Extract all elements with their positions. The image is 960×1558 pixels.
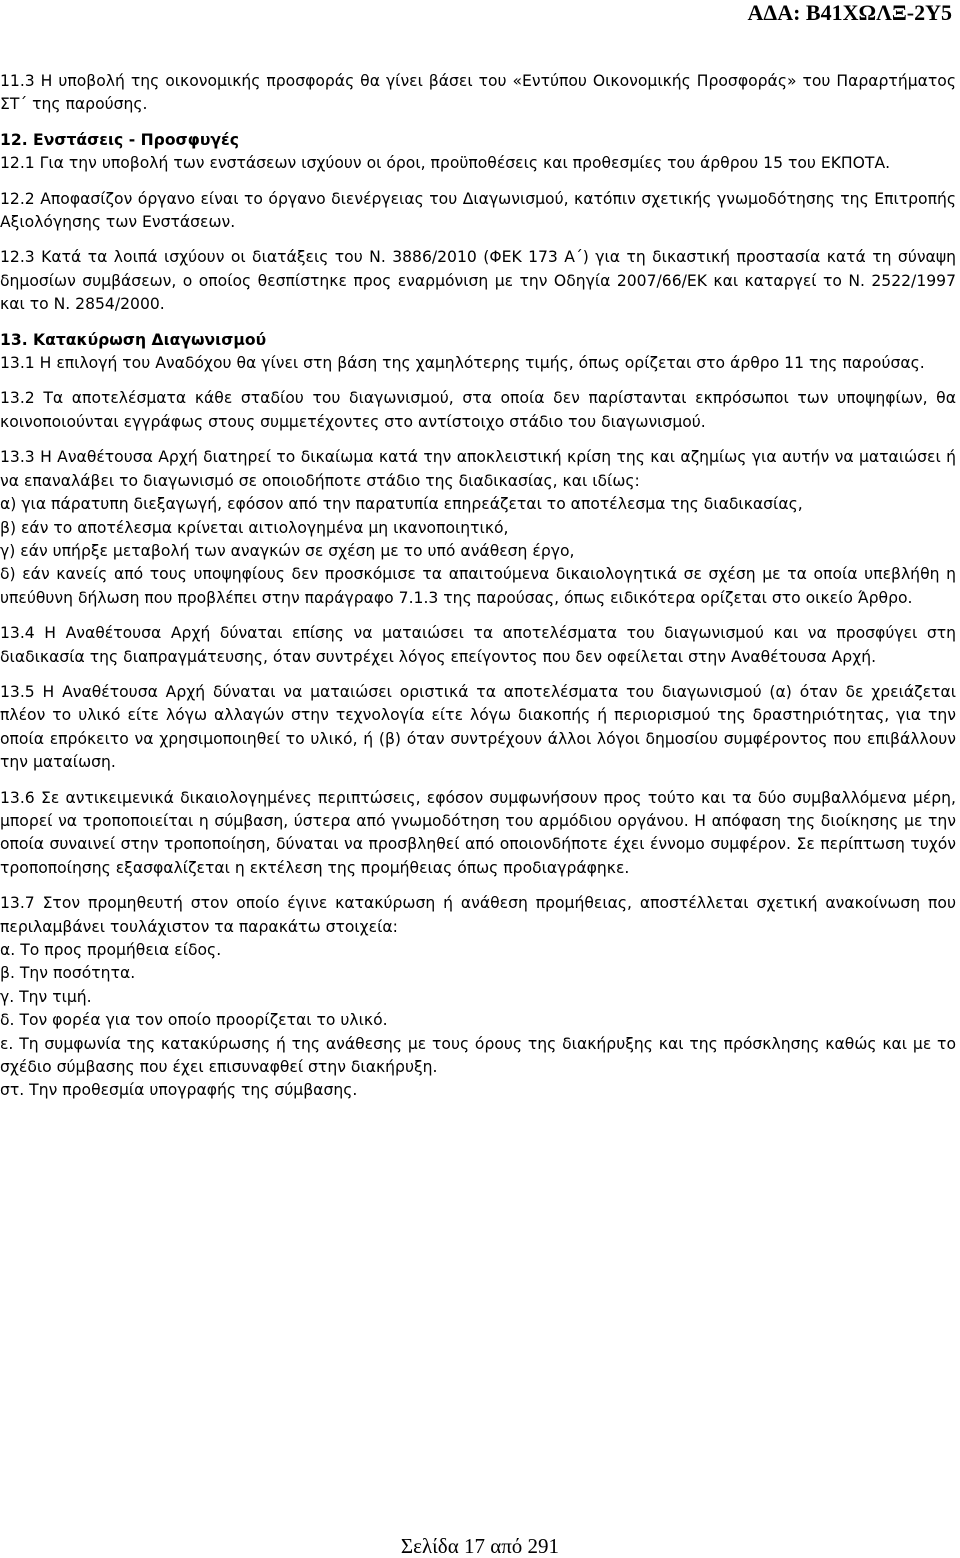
paragraph-12-1: 12.1 Για την υποβολή των ενστάσεων ισχύουν οι όροι, προϋποθέσεις και προθεσμίες του άρθρου 15 του ΕΚΠΟΤΑ. [0,154,891,173]
heading-section-13: 13. Κατακύρωση Διαγωνισμού [0,330,267,349]
ada-code: ΑΔΑ: Β41ΧΩΛΞ-2Υ5 [747,0,952,25]
list-item-13-7-e: ε. Τη συμφωνία της κατακύρωσης ή της ανάθεσης με τους όρους της διακήρυξης και της πρόσκλησης καθώς και με το σχέδιο σύμβασης που έχει επισυναφθεί στην διακήρυξη. [0,1034,956,1077]
paragraph-13-5: 13.5 Η Αναθέτουσα Αρχή δύναται να ματαιώσει οριστικά τα αποτελέσματα του διαγωνισμού (α) όταν δε χρειάζεται πλέον το υλικό είτε λόγω αλλαγών στην τεχνολογία είτε λόγω διακοπής ή περιορισμού της δραστηριότητας, για την οποία επρόκειτο να χρησιμοποιηθεί το υλικό, ή (β) όταν συντρέχουν άλλοι λόγοι δημοσίου συμφέροντος που επιβάλλουν την ματαίωση. [0,682,956,772]
heading-section-12: 12. Ενστάσεις - Προσφυγές [0,130,239,149]
paragraph-13-4: 13.4 Η Αναθέτουσα Αρχή δύναται επίσης να ματαιώσει τα αποτελέσματα του διαγωνισμού και να προσφύγει στη διαδικασία της διαπραγμάτευσης, όταν συντρέχει λόγος επείγοντος που δεν οφείλεται στην Αναθέτουσα Αρχή. [0,624,956,666]
list-item-13-3-b: β) εάν το αποτέλεσμα κρίνεται αιτιολογημένα μη ικανοποιητικό, [0,518,509,537]
page-number: Σελίδα 17 από 291 [400,1534,560,1558]
list-item-13-7-b: β. Την ποσότητα. [0,964,136,983]
paragraph-13-1: 13.1 Η επιλογή του Αναδόχου θα γίνει στη βάση της χαμηλότερης τιμής, όπως ορίζεται στο άρθρο 11 της παρούσας. [0,354,925,373]
paragraph-12-3: 12.3 Κατά τα λοιπά ισχύουν οι διατάξεις του Ν. 3886/2010 (ΦΕΚ 173 Α΄) για τη δικαστική προστασία κατά τη σύναψη δημοσίων συμβάσεων, ο οποίος θεσπίστηκε προς εναρμόνιση με την Οδηγία 2007/66/ΕΚ και καταργεί το Ν. 2522/1997 και το Ν. 2854/2000. [0,248,956,314]
list-item-13-7-a: α. Το προς προμήθεια είδος. [0,941,222,959]
paragraph-13-6: 13.6 Σε αντικειμενικά δικαιολογημένες περιπτώσεις, εφόσον συμφωνήσουν προς τούτο και τα δύο συμβαλλόμενα μέρη, μπορεί να τροποποιείται η σύμβαση, ύστερα από γνωμοδότηση του αρμόδιου οργάνου. Η απόφαση της διοίκησης με την οποία συναινεί στην τροποποίηση, δύναται να προσβληθεί από οποιονδήποτε έχει έννομο συμφέρον. Σε περίπτωση τυχόν τροποποίησης εξασφαλίζεται η εκτέλεση της προμήθειας όπως προδιαγράφηκε. [0,788,956,877]
paragraph-12-2: 12.2 Αποφασίζον όργανο είναι το όργανο διενέργειας του Διαγωνισμού, κατόπιν σχετικής γνωμοδότησης της Επιτροπής Αξιολόγησης των Ενστάσεων. [0,189,956,232]
list-item-13-7-f: στ. Την προθεσμία υπογραφής της σύμβασης. [0,1081,358,1100]
list-item-13-7-c: γ. Την τιμή. [0,987,92,1006]
paragraph-13-7-intro: 13.7 Στον προμηθευτή στον οποίο έγινε κατακύρωση ή ανάθεση προμήθειας, αποστέλλεται σχετική ανακοίνωση που περιλαμβάνει τουλάχιστον τα παρακάτω στοιχεία: [0,894,956,936]
list-item-13-3-a: α) για πάρατυπη διεξαγωγή, εφόσον από την παρατυπία επηρεάζεται το αποτέλεσμα της διαδικασίας, [0,495,803,514]
paragraph-13-3-intro: 13.3 Η Αναθέτουσα Αρχή διατηρεί το δικαίωμα κατά την αποκλειστική κρίση της και αζημίως για αυτήν να ματαιώσει ή να επαναλάβει το διαγωνισμό σε οποιοδήποτε στάδιο της διαδικασίας, και ιδίως: [0,448,956,490]
document-body [0,70,956,1103]
list-item-13-3-c: γ) εάν υπήρξε μεταβολή των αναγκών σε σχέση με το υπό ανάθεση έργο, [0,541,575,560]
paragraph-13-2: 13.2 Τα αποτελέσματα κάθε σταδίου του διαγωνισμού, στα οποία δεν παρίστανται εκπρόσωποι των υποψηφίων, θα κοινοποιούνται εγγράφως στους συμμετέχοντες στο αντίστοιχο στάδιο του διαγωνισμού. [0,389,956,431]
list-item-13-7-d: δ. Τον φορέα για τον οποίο προορίζεται το υλικό. [0,1011,388,1030]
paragraph-11-3: 11.3 Η υποβολή της οικονομικής προσφοράς θα γίνει βάσει του «Εντύπου Οικονομικής Προσφοράς» του Παραρτήματος ΣΤ΄ της παρούσης. [0,72,956,114]
list-item-13-3-d: δ) εάν κανείς από τους υποψηφίους δεν προσκόμισε τα απαιτούμενα δικαιολογητικά σε σχέση με τα οποία υπεβλήθη η υπεύθυνη δήλωση που προβλέπει στην παράγραφο 7.1.3 της παρούσας, όπως ειδικότερα ορίζεται στο οικείο Άρθρο. [0,565,956,607]
